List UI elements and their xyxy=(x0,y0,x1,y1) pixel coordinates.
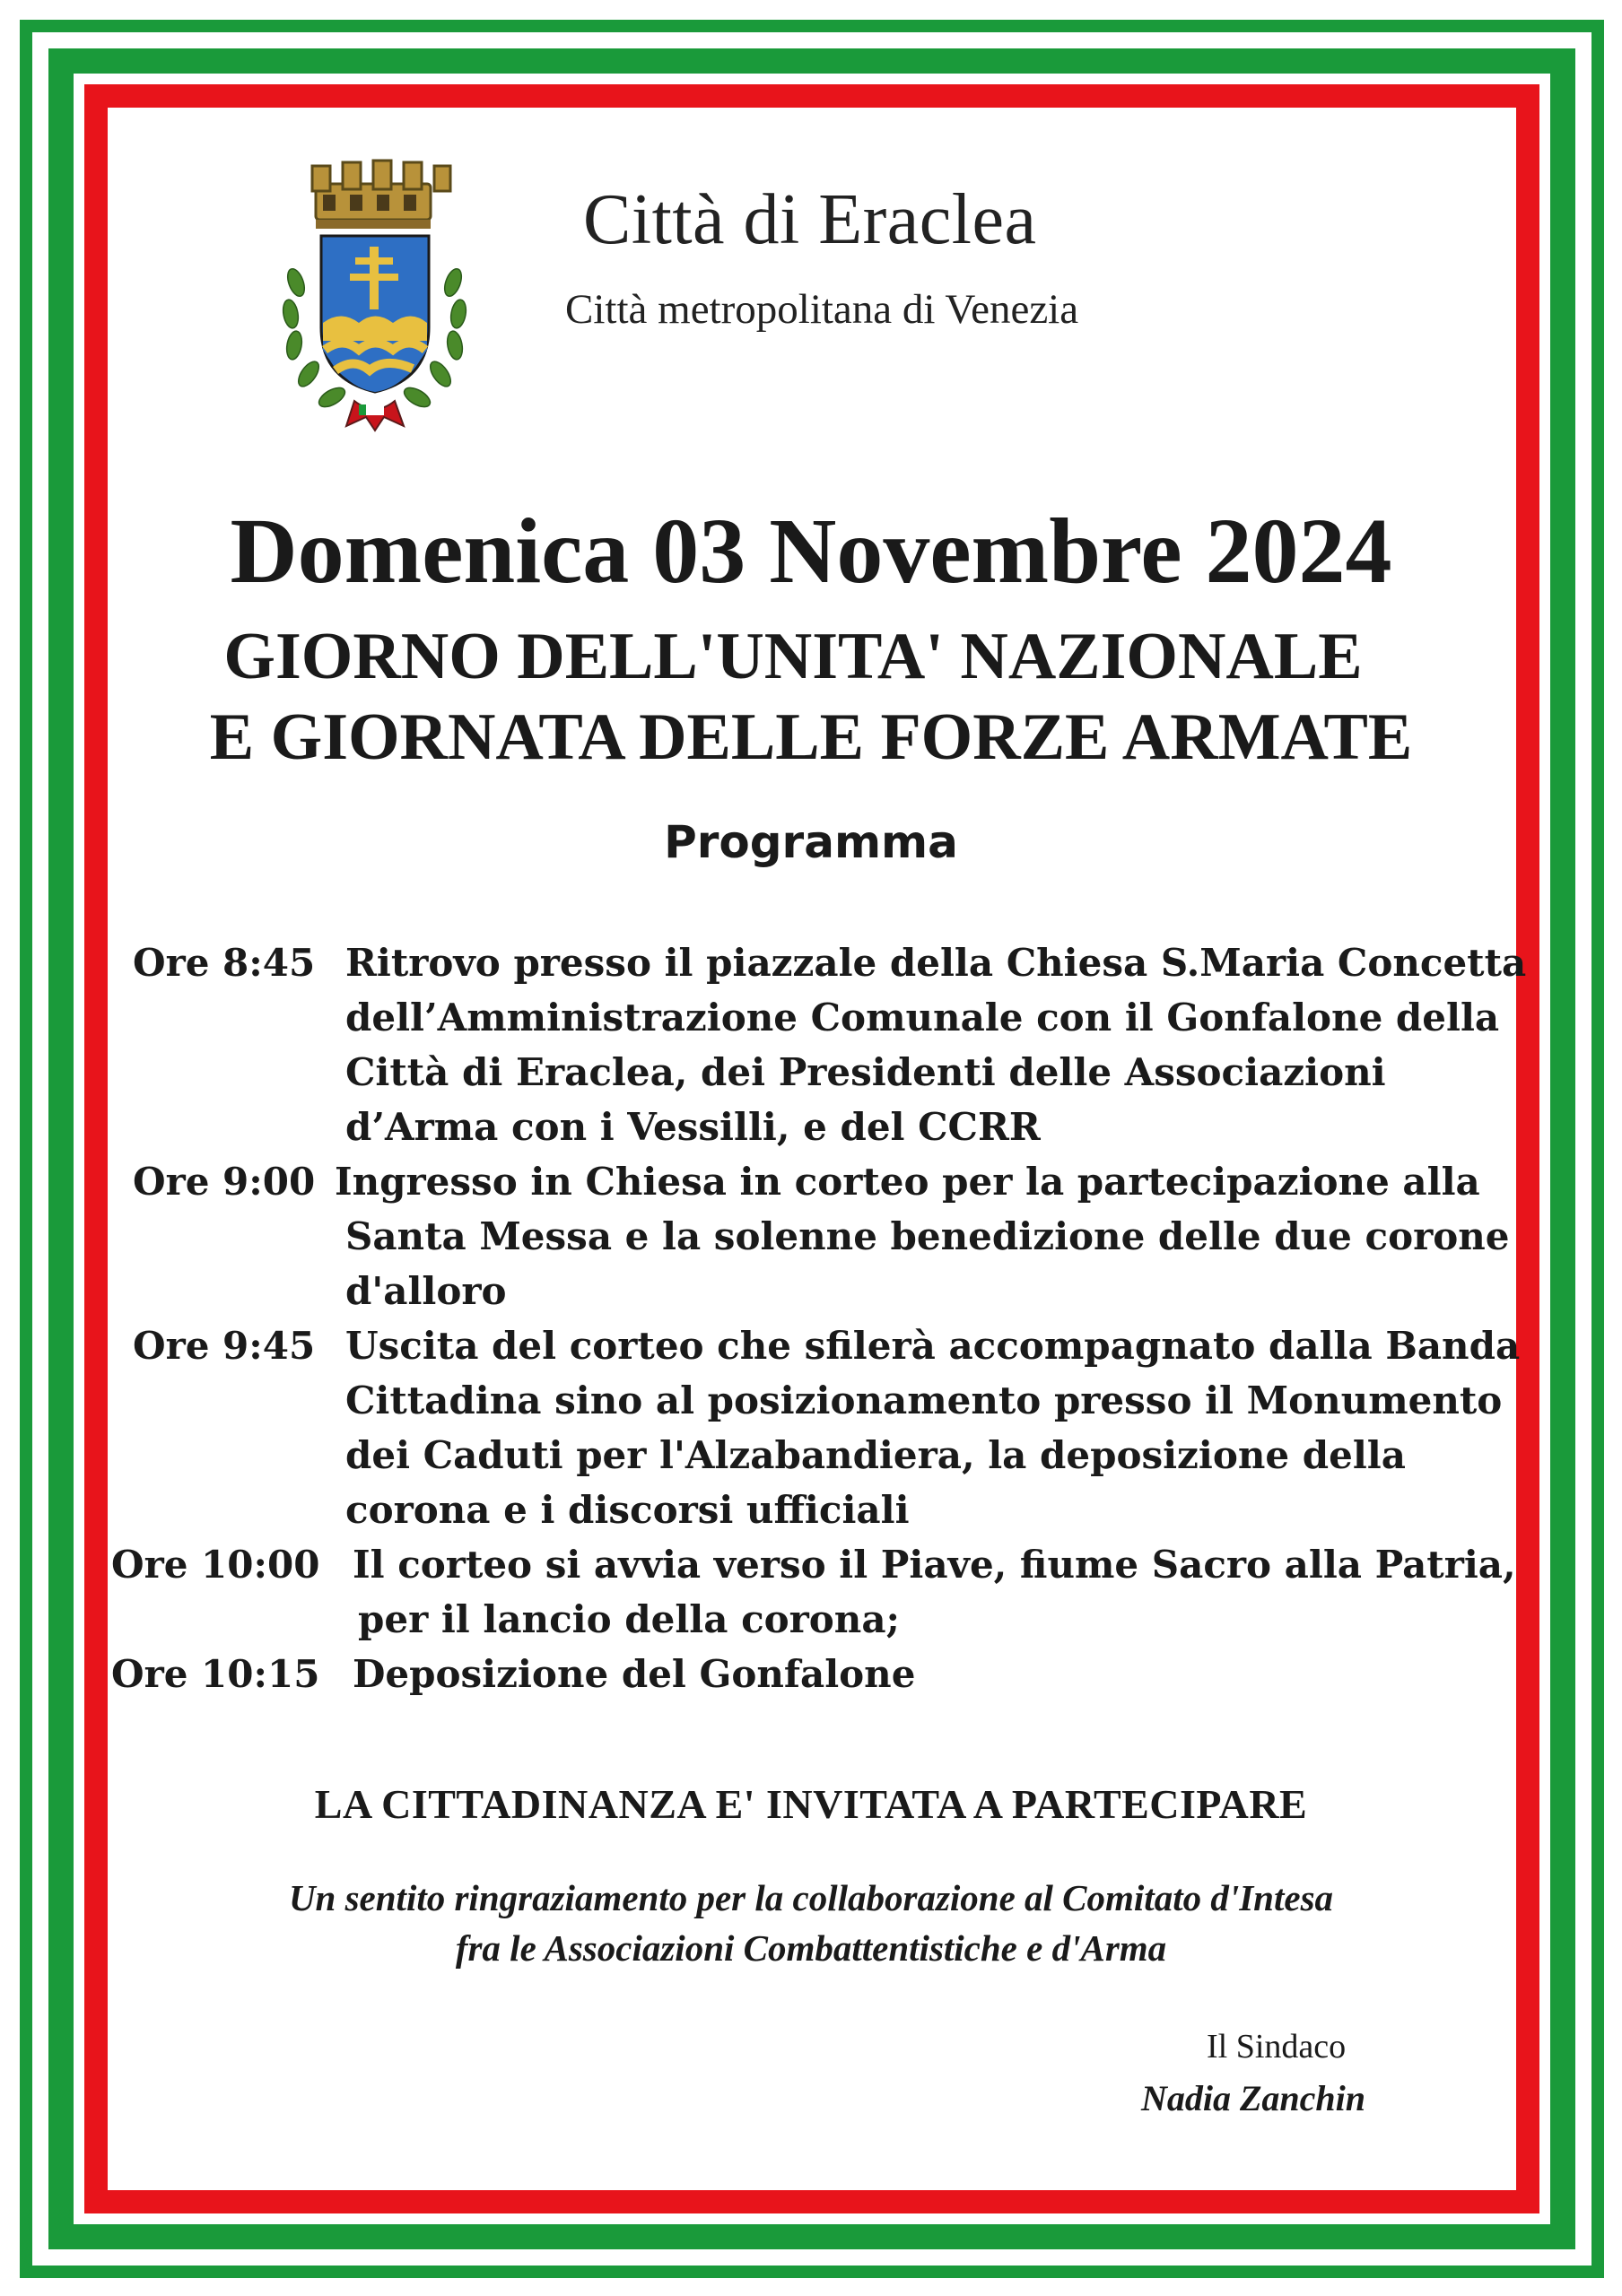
program-line: dei Caduti per l'Alzabandiera, la deposizione della xyxy=(345,1433,1406,1477)
program-time: Ore 9:00 xyxy=(133,1160,316,1204)
program-line: Cittadina sino al posizionamento presso il Monumento xyxy=(345,1378,1503,1422)
program-time: Ore 10:00 xyxy=(111,1543,320,1587)
program-description xyxy=(345,1318,1520,1537)
program-line: dell’Amministrazione Comunale con il Gonfalone della xyxy=(345,996,1500,1039)
program-line: Città di Eraclea, dei Presidenti delle Associazioni xyxy=(345,1050,1386,1094)
program-line: Il corteo si avvia verso il Piave, fiume Sacro alla Patria, xyxy=(353,1543,1516,1587)
thanks-line: Un sentito ringraziamento per la collaborazione al Comitato d'Intesa xyxy=(288,1877,1334,1918)
program-time: Ore 8:45 xyxy=(133,941,316,985)
signature-role: Il Sindaco xyxy=(1207,2028,1347,2066)
event-title-line2: E GIORNATA DELLE FORZE ARMATE xyxy=(209,700,1413,774)
program-line: corona e i discorsi ufficiali xyxy=(345,1488,910,1532)
program-description xyxy=(335,1154,1510,1318)
crown-icon xyxy=(312,161,450,229)
thanks-text xyxy=(0,1873,1622,1973)
program-heading: Programma xyxy=(664,816,958,868)
city-name: Città di Eraclea xyxy=(583,180,1037,259)
invitation-text: LA CITTADINANZA E' INVITATA A PARTECIPARE xyxy=(314,1781,1308,1827)
city-subtitle: Città metropolitana di Venezia xyxy=(565,286,1079,333)
program-time: Ore 9:45 xyxy=(133,1324,316,1368)
event-title-line1: GIORNO DELL'UNITA' NAZIONALE xyxy=(223,620,1363,693)
program-line: d’Arma con i Vessilli, e del CCRR xyxy=(345,1105,1041,1149)
signature-name: Nadia Zanchin xyxy=(1141,2078,1366,2118)
program-line: Deposizione del Gonfalone xyxy=(353,1652,916,1696)
program-description xyxy=(353,1537,1516,1647)
event-date: Domenica 03 Novembre 2024 xyxy=(230,500,1392,603)
program-description xyxy=(345,935,1526,1154)
program-line: Ritrovo presso il piazzale della Chiesa S.Maria Concetta xyxy=(345,941,1527,985)
program-line: Ingresso in Chiesa in corteo per la partecipazione alla xyxy=(335,1160,1480,1204)
thanks-line: fra le Associazioni Combattentistiche e d'Arma xyxy=(455,1927,1167,1969)
program-line: Santa Messa e la solenne benedizione delle due corone xyxy=(345,1214,1510,1258)
coat-of-arms-icon xyxy=(269,157,480,435)
program-line: d'alloro xyxy=(345,1269,507,1313)
program-description xyxy=(353,1647,915,1701)
program-time: Ore 10:15 xyxy=(111,1652,320,1696)
program-line: Uscita del corteo che sfilerà accompagnato dalla Banda xyxy=(345,1324,1521,1368)
program-line: per il lancio della corona; xyxy=(358,1597,901,1641)
